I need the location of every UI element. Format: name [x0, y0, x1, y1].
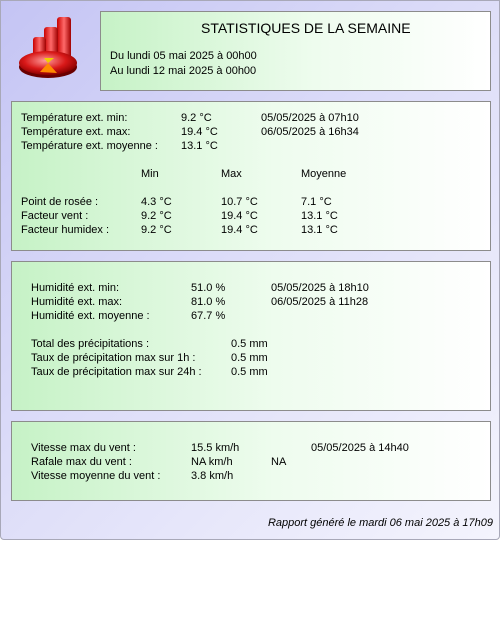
gust-max-value: NA km/h: [191, 456, 233, 468]
temp-max-time: 06/05/2025 à 16h34: [261, 126, 359, 138]
precip-1h-value: 0.5 mm: [231, 352, 268, 364]
wind-max-value: 15.5 km/h: [191, 442, 240, 454]
gust-max-label: Rafale max du vent :: [31, 456, 132, 468]
windchill-avg: 13.1 °C: [301, 210, 338, 222]
hum-min-time: 05/05/2025 à 18h10: [271, 282, 369, 294]
hum-avg-label: Humidité ext. moyenne :: [31, 310, 150, 322]
humidex-min: 9.2 °C: [141, 224, 172, 236]
statistics-chart-icon: [17, 15, 83, 81]
gust-max-time: NA: [271, 456, 287, 468]
hum-max-label: Humidité ext. max:: [31, 296, 123, 308]
temp-min-value: 9.2 °C: [181, 112, 212, 124]
precip-total-label: Total des précipitations :: [31, 338, 150, 350]
col-header-max: Max: [221, 168, 242, 180]
wind-panel: [11, 421, 491, 501]
col-header-avg: Moyenne: [301, 168, 347, 180]
dewpoint-avg: 7.1 °C: [301, 196, 332, 208]
wind-avg-value: 3.8 km/h: [191, 470, 234, 482]
temp-min-label: Température ext. min:: [21, 112, 128, 124]
period-to: Au lundi 12 mai 2025 à 00h00: [110, 65, 257, 77]
hum-avg-value: 67.7 %: [191, 310, 226, 322]
temp-max-label: Température ext. max:: [21, 126, 131, 138]
temperature-panel: [11, 101, 491, 251]
precip-1h-label: Taux de précipitation max sur 1h :: [31, 352, 196, 364]
humidex-max: 19.4 °C: [221, 224, 258, 236]
windchill-label: Facteur vent :: [21, 210, 89, 222]
hum-min-label: Humidité ext. min:: [31, 282, 120, 294]
windchill-max: 19.4 °C: [221, 210, 258, 222]
wind-avg-label: Vitesse moyenne du vent :: [31, 470, 161, 482]
hum-min-value: 51.0 %: [191, 282, 226, 294]
temp-avg-label: Température ext. moyenne :: [21, 140, 158, 152]
precip-total-value: 0.5 mm: [231, 338, 268, 350]
windchill-min: 9.2 °C: [141, 210, 172, 222]
humidity-panel: [11, 261, 491, 411]
hum-max-value: 81.0 %: [191, 296, 226, 308]
hum-max-time: 06/05/2025 à 11h28: [271, 296, 369, 308]
report-generated-note: Rapport généré le mardi 06 mai 2025 à 17h09: [267, 517, 493, 529]
humidex-label: Facteur humidex :: [21, 224, 110, 236]
temp-avg-value: 13.1 °C: [181, 140, 218, 152]
col-header-min: Min: [141, 168, 159, 180]
temp-min-time: 05/05/2025 à 07h10: [261, 112, 359, 124]
dewpoint-min: 4.3 °C: [141, 196, 172, 208]
dewpoint-label: Point de rosée :: [21, 196, 99, 208]
precip-24h-label: Taux de précipitation max sur 24h :: [31, 366, 202, 378]
wind-max-label: Vitesse max du vent :: [31, 442, 136, 454]
temp-max-value: 19.4 °C: [181, 126, 218, 138]
precip-24h-value: 0.5 mm: [231, 366, 268, 378]
period-from: Du lundi 05 mai 2025 à 00h00: [110, 50, 257, 62]
dewpoint-max: 10.7 °C: [221, 196, 258, 208]
page-title: STATISTIQUES DE LA SEMAINE: [201, 20, 411, 36]
humidex-avg: 13.1 °C: [301, 224, 338, 236]
header-panel: [100, 11, 491, 91]
wind-max-time: 05/05/2025 à 14h40: [311, 442, 409, 454]
